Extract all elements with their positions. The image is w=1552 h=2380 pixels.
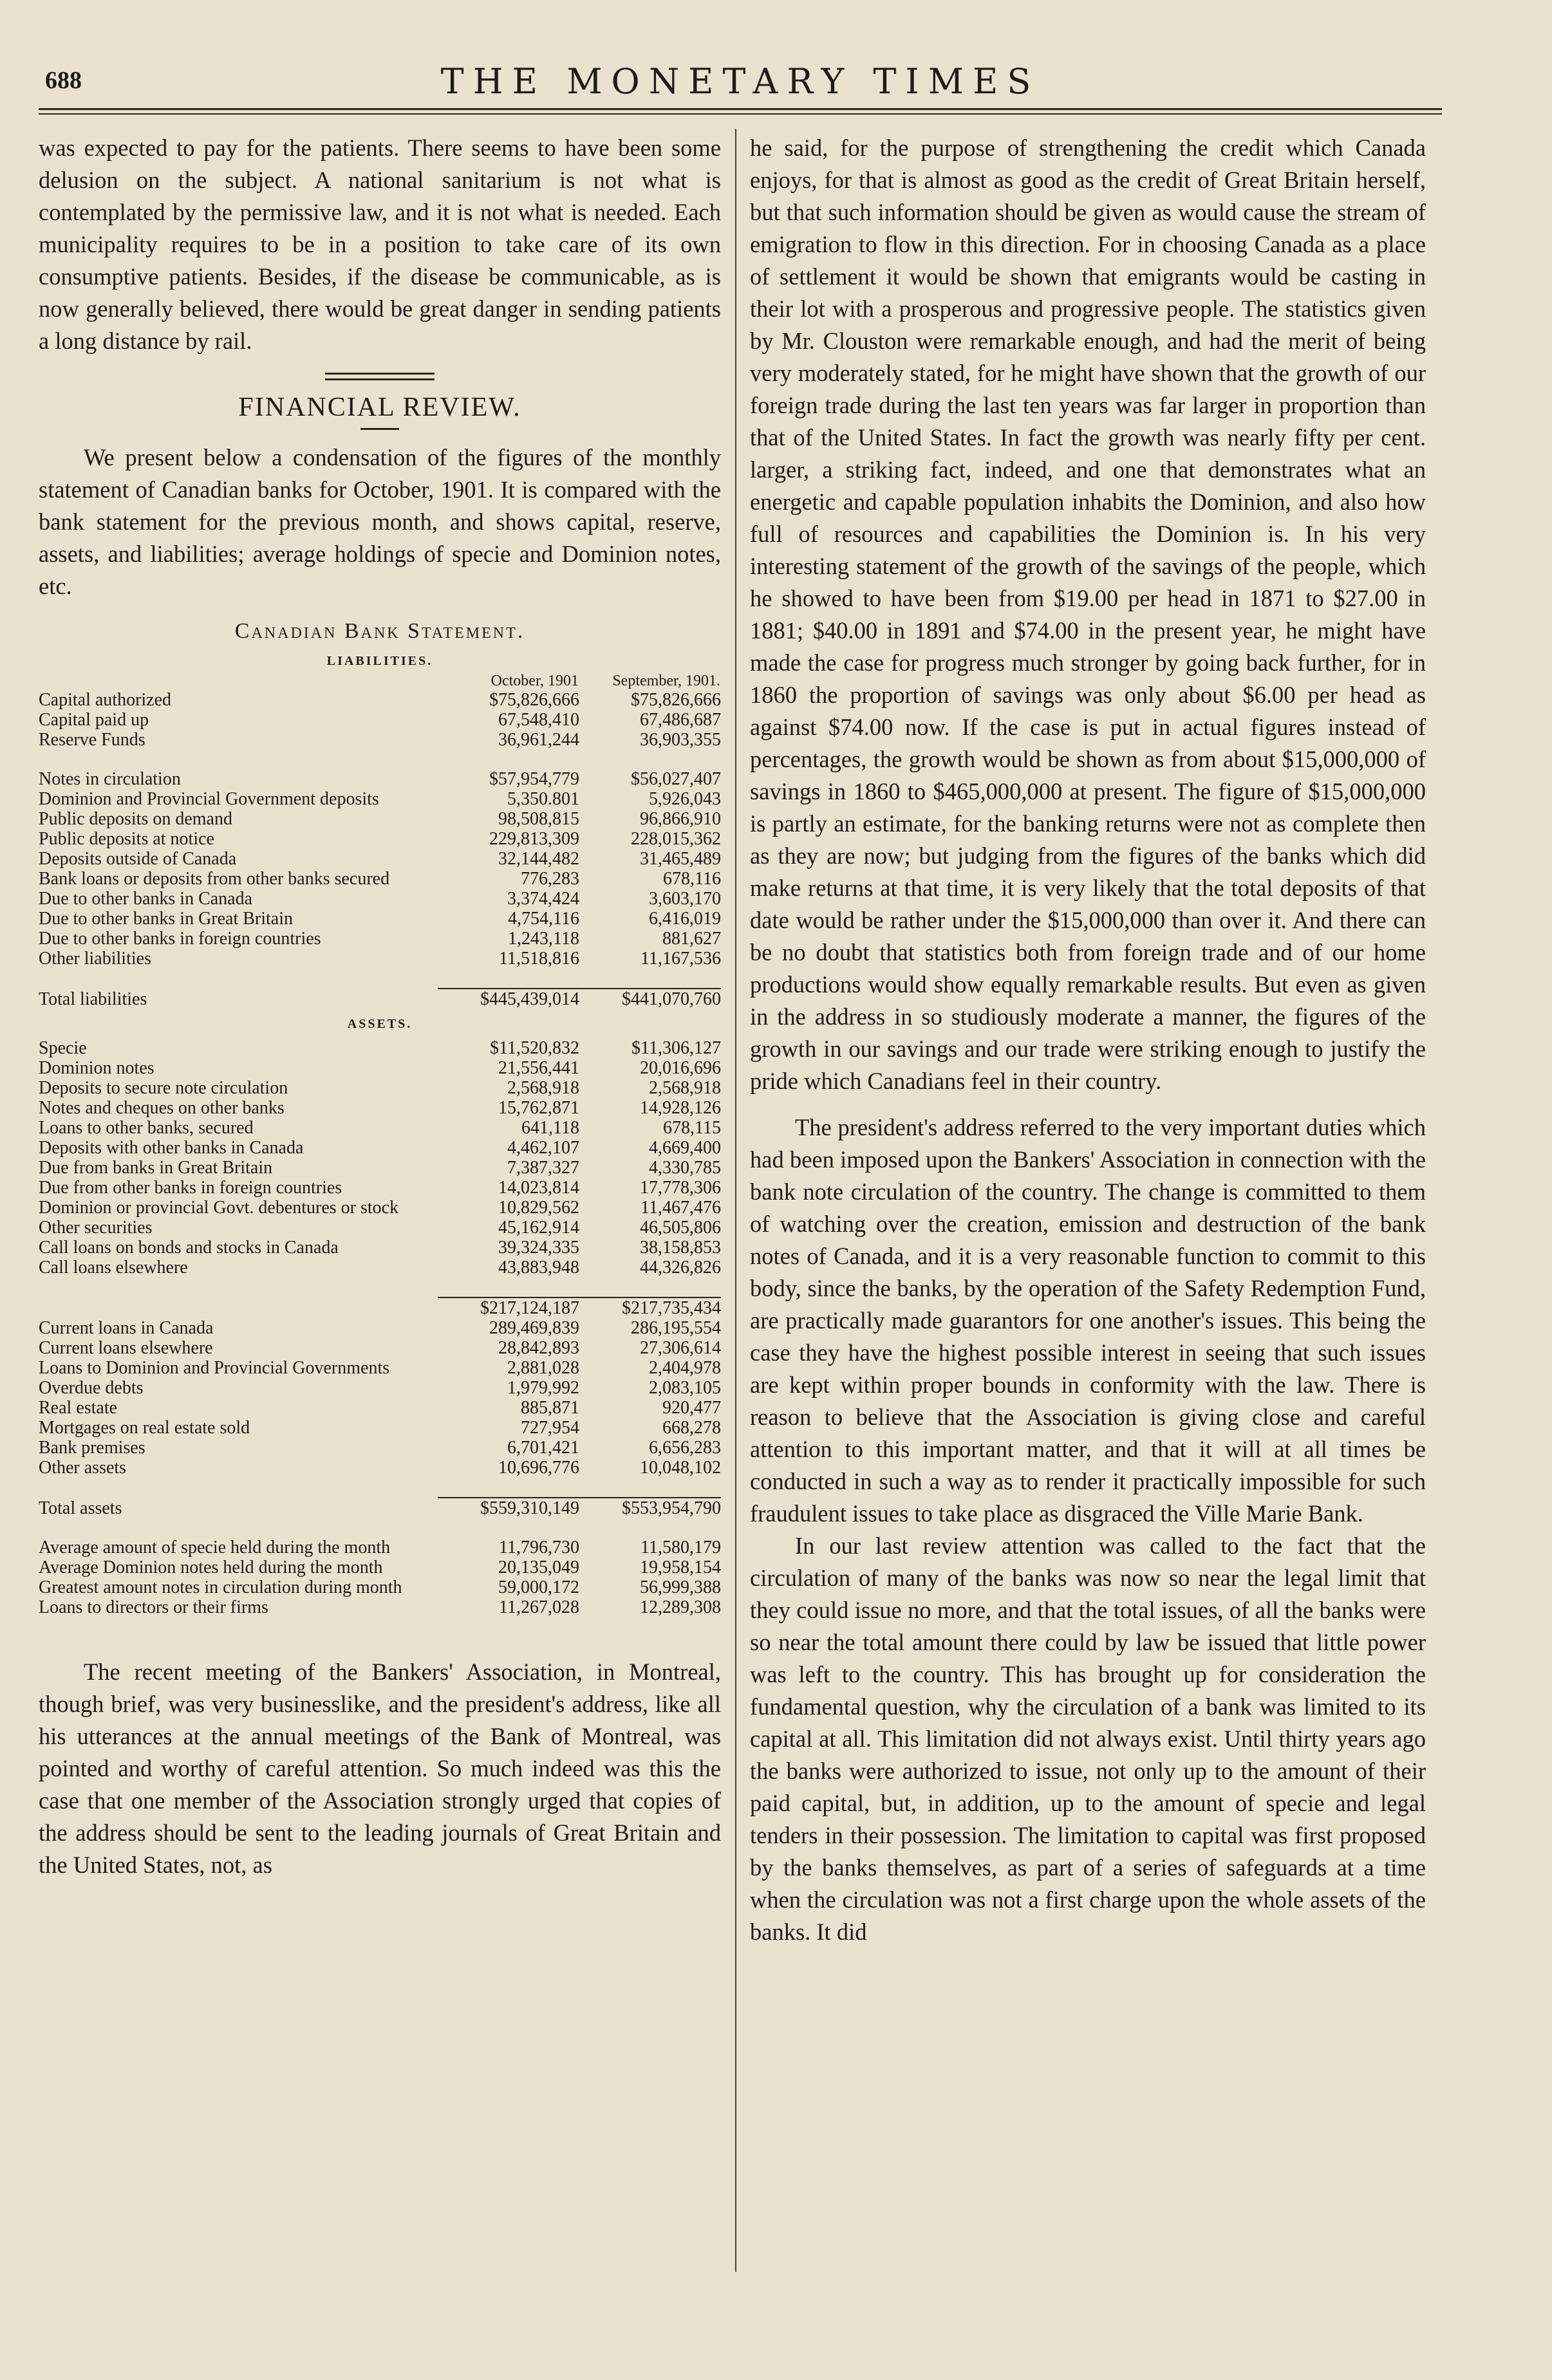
october-value: 4,462,107 [507,1138,579,1158]
capital-row [39,690,721,710]
september-value: 17,778,306 [640,1178,721,1198]
asset-row [39,1218,721,1238]
row-label: Average Dominion notes held during the month [39,1557,383,1577]
asset-rows-b [39,1318,721,1478]
october-value: 11,267,028 [499,1597,579,1617]
row-label: Dominion and Provincial Government deposits [39,789,379,809]
total-assets-row [39,1498,721,1518]
asset-rows-a [39,1038,721,1278]
average-row [39,1597,721,1617]
asset-row [39,1078,721,1098]
september-value: 6,416,019 [649,909,721,929]
september-value: $11,306,127 [631,1038,721,1058]
september-value: 20,016,696 [640,1058,721,1078]
september-value: 10,048,102 [640,1458,721,1478]
october-value: 14,023,814 [498,1178,579,1198]
row-label: Deposits outside of Canada [39,849,237,869]
september-value: 2,404,978 [649,1358,721,1378]
asset-row [39,1118,721,1138]
october-value: 32,144,482 [498,849,579,869]
september-value: 920,477 [662,1398,721,1418]
september-value: 38,158,853 [640,1238,721,1258]
october-value: 1,243,118 [508,929,579,949]
september-value: 56,999,388 [640,1577,721,1597]
september-value: 5,926,043 [649,789,721,809]
liability-row [39,849,721,869]
row-label: Current loans in Canada [39,1318,214,1338]
september-value: 668,278 [662,1418,721,1438]
asset-subtotal-sep: $217,735,434 [579,1297,721,1318]
table-title: Canadian Bank Statement. [234,619,525,643]
october-value: 10,696,776 [498,1458,579,1478]
september-value: 36,903,355 [640,730,721,750]
october-value: 1,979,992 [507,1378,579,1398]
page-number: 688 [45,67,82,94]
asset-row [39,1158,721,1178]
liability-row [39,889,721,909]
october-value: 4,754,116 [508,909,579,929]
october-value: 15,762,871 [498,1098,579,1118]
liability-row [39,869,721,889]
row-label: Due to other banks in Great Britain [39,909,294,929]
row-label: Overdue debts [39,1378,144,1398]
september-value: 11,580,179 [640,1538,721,1557]
september-value: $75,826,666 [631,690,721,710]
row-label: Deposits to secure note circulation [39,1078,288,1098]
bank-statement-table [39,673,721,1617]
capital-rows [39,690,721,750]
september-value: 4,669,400 [649,1138,721,1158]
row-label: Public deposits at notice [39,829,214,849]
capital-row [39,730,721,750]
total-liabilities-sep: $441,070,760 [579,989,721,1009]
col-october-header: October, 1901 [491,673,579,689]
september-value: 11,467,476 [640,1198,721,1218]
october-value: $57,954,779 [489,769,579,789]
september-value: 46,505,806 [640,1218,721,1238]
asset-row [39,1238,721,1258]
september-value: 27,306,614 [640,1338,721,1358]
october-value: 6,701,421 [507,1438,579,1458]
average-row [39,1577,721,1597]
row-label: Call loans on bonds and stocks in Canada [39,1238,339,1258]
october-value: 21,556,441 [498,1058,579,1078]
row-label: Bank loans or deposits from other banks secured [39,869,390,889]
right-paragraph-3: In our last review attention was called to the fact that the circulation of many of the banks was now so near the legal limit that they could issue no more, and that the total issues, of all the banks were so near the total amount there could by law be issued that little power was left to the country. This has brought up for consideration the fundamental question, why the circulation of a bank was limited to its capital at all. This limitation did not always exist. Until thirty years ago the banks were authorized to issue, not only up to the amount of their paid capital, but, in addition, up to the amount of specie and legal tenders in their possession. The limitation to capital was first proposed by the banks themselves, as part of a series of safeguards at a time when the circulation was not a first charge upon the whole assets of the banks. It did [750,1532,1426,1945]
october-value: $75,826,666 [489,690,579,710]
asset-row [39,1398,721,1418]
header-rule-top [39,108,1442,110]
liability-row [39,789,721,809]
row-label: Current loans elsewhere [39,1338,213,1358]
row-label: Due from other banks in foreign countries [39,1178,342,1198]
asset-row [39,1138,721,1158]
total-liabilities-label: Total liabilities [39,989,147,1009]
right-paragraph-1: he said, for the purpose of strengthening the credit which Canada enjoys, for that is almost as good as the credit of Great Britain herself, but that such information should be given as would cause the stream of emigration to flow in this direction. For in choosing Canada as a place of settlement it would be shown that emigrants would be casting in their lot with a prosperous and progressive people. The statistics given by Mr. Clouston were remarkable enough, and had the merit of being very moderately stated, for he might have shown that the growth of our foreign trade during the last ten years was far larger in proportion than that of the United States. In fact the growth was nearly fifty per cent. larger, a striking fact, indeed, and one that demonstrates what an energetic and capable population inhabits the Dominion, and also how full of resources and capabilities the Dominion is. In his very interesting statement of the growth of the savings of the people, which he showed to have been from $19.00 per head in 1871 to $27.00 in 1881; $40.00 in 1891 and $74.00 in the present year, he might have made the case for progress much stronger by going back further, for in 1860 the proportion of savings was only about $6.00 per head as against $74.00 now. If the case is put in actual figures instead of percentages, the growth would be shown as from about $15,000,000 of savings in 1860 to $465,000,000 at present. The figure of $15,000,000 is partly an estimate, for the banking returns were not as complete then as they are now; but judging from the figures of the banks which did make returns at that time, it is very likely that the total deposits of that date would be rather under the $15,000,000 than over it. And there can be no doubt that statistics both from foreign trade and of our home productions would show equally remarkable results. But even as given in the address in so studiously moderate a manner, the figures of the growth in our savings and our trade were striking enough to justify the pride which Canadians feel in their country. [750,135,1426,1094]
asset-row [39,1418,721,1438]
row-label: Specie [39,1038,87,1058]
row-label: Greatest amount notes in circulation during month [39,1577,402,1597]
total-assets-sep: $553,954,790 [579,1498,721,1518]
october-value: 10,829,562 [498,1198,579,1218]
row-label: Loans to directors or their firms [39,1597,268,1617]
row-label: Deposits with other banks in Canada [39,1138,304,1158]
row-label: Public deposits on demand [39,809,232,829]
september-value: 11,167,536 [640,949,721,969]
october-value: 3,374,424 [507,889,579,909]
row-label: Mortgages on real estate sold [39,1418,250,1438]
running-title: THE MONETARY TIMES [440,61,1040,102]
october-value: 43,883,948 [498,1258,579,1278]
october-value: 45,162,914 [498,1218,579,1238]
october-value: 885,871 [521,1398,579,1418]
september-value: 678,116 [663,869,721,889]
october-value: 2,881,028 [507,1358,579,1378]
assets-heading: ASSETS. [347,1017,413,1031]
october-value: 59,000,172 [498,1577,579,1597]
row-label: Average amount of specie held during the month [39,1538,391,1557]
right-paragraph-2: The president's address referred to the very important duties which had been imposed upon the Bankers' Association in connection with the bank note circulation of the country. The change is committed to them of watching over the creation, emission and destruction of the bank notes of Canada, and it is a very reasonable function to commit to this body, since the banks, by the operation of the Safety Redemption Fund, are practically made guarantors for one another's issues. This being the case they have the highest possible interest in seeing that such issues are kept within proper bounds in conformity with the law. There is reason to believe that the Association is giving close and careful attention to this important matter, and that it will at all times be conducted in such a way as to render it practically impossible for such fraudulent issues to take place as disgraced the Ville Marie Bank. [750,1114,1426,1527]
total-liabilities-row [39,989,721,1009]
average-rows [39,1538,721,1617]
column-divider [735,129,736,2272]
asset-row [39,1318,721,1338]
asset-row [39,1178,721,1198]
october-value: 20,135,049 [498,1557,579,1577]
asset-row [39,1198,721,1218]
september-value: 3,603,170 [649,889,721,909]
september-value: 286,195,554 [631,1318,721,1338]
row-label: Other assets [39,1458,127,1478]
asset-row [39,1458,721,1478]
intro-paragraph: was expected to pay for the patients. There seems to have been some delusion on the subject. A national sanitarium is not what is contemplated by the permissive law, and it is not what is needed. Each municipality requires to be in a position to take care of its own consumptive patients. Besides, if the disease be communicable, as is now generally believed, there would be great danger in sending patients a long distance by rail. [39,135,721,354]
liability-row [39,909,721,929]
section-title: FINANCIAL REVIEW. [238,393,521,422]
october-value: 11,796,730 [499,1538,579,1557]
liabilities-heading: LIABILITIES. [326,654,433,668]
asset-row [39,1098,721,1118]
row-label: Reserve Funds [39,730,145,750]
october-value: 98,508,815 [498,809,579,829]
asset-row [39,1438,721,1458]
september-value: 2,568,918 [649,1078,721,1098]
row-label: Due from banks in Great Britain [39,1158,273,1178]
asset-subtotal-row [39,1297,721,1318]
september-value: 31,465,489 [640,849,721,869]
september-value: 228,015,362 [631,829,721,849]
row-label: Dominion or provincial Govt. debentures or stock [39,1198,399,1218]
column-headers [39,673,721,690]
right-column [750,132,1426,1948]
asset-row [39,1058,721,1078]
asset-row [39,1338,721,1358]
october-value: 289,469,839 [489,1318,579,1338]
page-header [39,61,1442,106]
liability-row [39,949,721,969]
september-value: 14,928,126 [640,1098,721,1118]
october-value: 776,283 [521,869,579,889]
row-label: Due to other banks in foreign countries [39,929,321,949]
closing-paragraph: The recent meeting of the Bankers' Association, in Montreal, though brief, was very businesslike, and the president's address, like all his utterances at the annual meetings of the Bank of Montreal, was pointed and worthy of careful attention. So much indeed was this the case that one member of the Association strongly urged that copies of the address should be sent to the leading journals of Great Britain and the United States, not, as [39,1659,721,1878]
september-value: 6,656,283 [649,1438,721,1458]
row-label: Notes in circulation [39,769,181,789]
september-value: 678,115 [663,1118,721,1138]
capital-row [39,710,721,730]
september-value: $56,027,407 [631,769,721,789]
row-label: Bank premises [39,1438,145,1458]
september-value: 96,866,910 [640,809,721,829]
col-september-header: September, 1901. [612,673,720,689]
liability-row [39,769,721,789]
october-value: 67,548,410 [498,710,579,730]
row-label: Other securities [39,1218,153,1238]
october-value: 39,324,335 [498,1238,579,1258]
asset-row [39,1038,721,1058]
row-label: Call loans elsewhere [39,1258,188,1278]
october-value: 28,842,893 [498,1338,579,1358]
row-label: Other liabilities [39,949,151,969]
october-value: 7,387,327 [507,1158,579,1178]
october-value: $11,520,832 [490,1038,579,1058]
asset-row [39,1378,721,1398]
title-dash [360,428,399,430]
row-label: Loans to other banks, secured [39,1118,254,1138]
october-value: 5,350.801 [507,789,579,809]
total-liabilities-oct: $445,439,014 [438,989,579,1009]
asset-row [39,1358,721,1378]
section-separator [325,373,435,380]
liability-row [39,829,721,849]
row-label: Real estate [39,1398,118,1418]
october-value: 2,568,918 [507,1078,579,1098]
total-assets-oct: $559,310,149 [438,1498,579,1518]
row-label: Due to other banks in Canada [39,889,253,909]
september-value: 12,289,308 [640,1597,721,1617]
september-value: 2,083,105 [649,1378,721,1398]
left-column [39,132,721,1881]
header-rule-bottom [39,113,1442,115]
total-assets-label: Total assets [39,1498,122,1518]
average-row [39,1557,721,1577]
row-label: Capital authorized [39,690,172,710]
section-intro: We present below a condensation of the figures of the monthly statement of Canadian banks for October, 1901. It is compared with the bank statement for the previous month, and shows capital, reserve, assets, and liabilities; average holdings of specie and Dominion notes, etc. [39,444,721,599]
liability-row [39,929,721,949]
september-value: 19,958,154 [640,1557,721,1577]
october-value: 229,813,309 [489,829,579,849]
row-label: Dominion notes [39,1058,154,1078]
liability-rows [39,769,721,969]
october-value: 641,118 [521,1118,579,1138]
asset-subtotal-oct: $217,124,187 [438,1297,579,1318]
september-value: 67,486,687 [640,710,721,730]
october-value: 727,954 [521,1418,579,1438]
liability-row [39,809,721,829]
average-row [39,1538,721,1557]
row-label: Loans to Dominion and Provincial Governments [39,1358,390,1378]
row-label: Capital paid up [39,710,149,730]
september-value: 4,330,785 [649,1158,721,1178]
asset-row [39,1258,721,1278]
row-label: Notes and cheques on other banks [39,1098,285,1118]
september-value: 881,627 [662,929,721,949]
september-value: 44,326,826 [640,1258,721,1278]
october-value: 36,961,244 [498,730,579,750]
october-value: 11,518,816 [499,949,579,969]
